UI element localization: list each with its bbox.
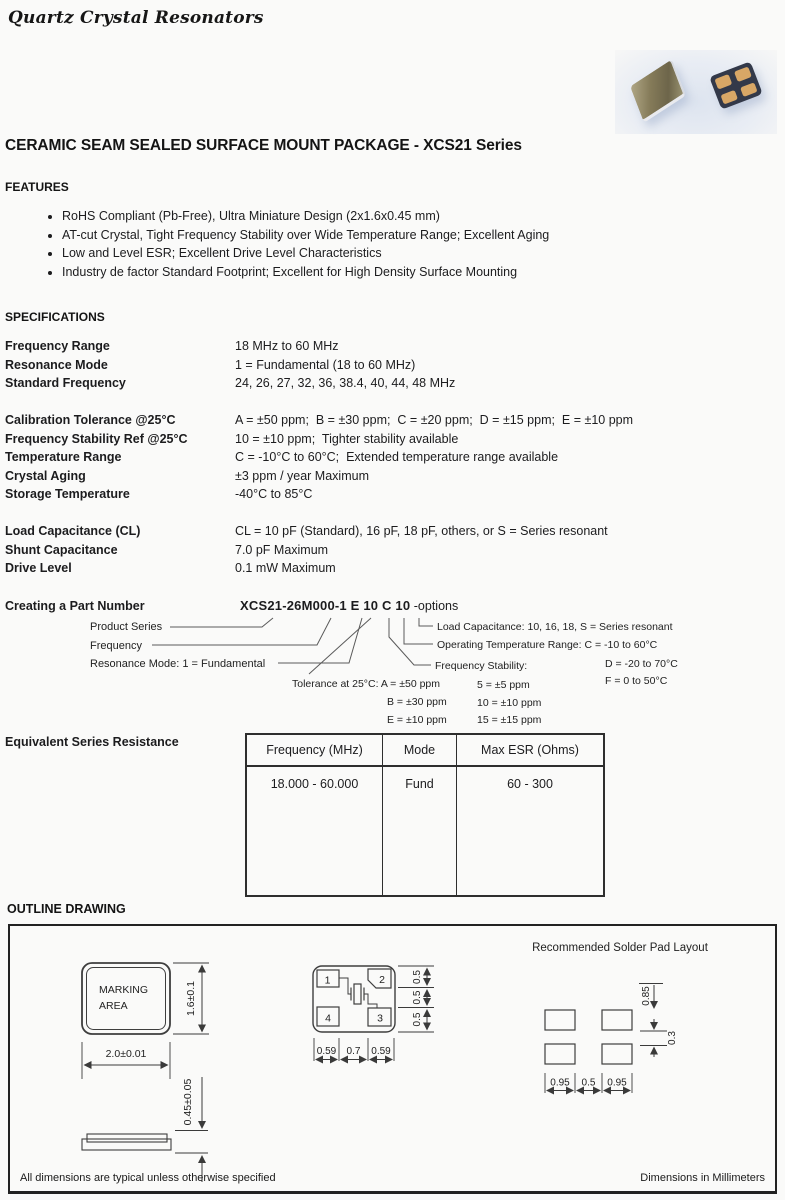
spec-row — [0, 522, 785, 541]
esr-col-max-esr: Max ESR (Ohms) — [481, 743, 579, 757]
spec-group-gap — [0, 504, 785, 523]
dim-height-label: 1.6±0.1 — [185, 981, 197, 1016]
pad-number-4: 4 — [325, 1012, 331, 1025]
gold-pad — [734, 66, 752, 81]
spec-row — [0, 559, 785, 578]
callout-resonance-mode: Resonance Mode: 1 = Fundamental — [90, 657, 266, 670]
esr-value-frequency: 18.000 - 60.000 — [247, 767, 383, 895]
feature-item: • AT-cut Crystal, Tight Frequency Stability over Wide Temperature Range; Excellent Aging — [62, 226, 785, 245]
dim-width-label: 2.0±0.01 — [105, 1048, 147, 1060]
marking-area-label-line1: MARKING — [99, 984, 149, 996]
callout-op-temp-f: F = 0 to 50°C — [605, 675, 668, 687]
spec-value: -40°C to 85°C — [235, 487, 313, 502]
solder-pad-layout-title: Recommended Solder Pad Layout — [532, 942, 708, 954]
dim-pad-width-1: 0.59 — [316, 1046, 337, 1057]
part-number-heading: Creating a Part Number — [5, 599, 145, 613]
feature-item: • Industry de factor Standard Footprint; Excellent for High Density Surface Mounting — [62, 263, 785, 282]
callout-operating-temp: Operating Temperature Range: C = -10 to 60°C — [437, 638, 658, 651]
product-photo-bottom-view — [709, 61, 763, 109]
dim-pad-pitch-3: 0.5 — [412, 1012, 423, 1027]
dim-pad-pitch-2: 0.5 — [412, 990, 423, 1005]
spec-row — [0, 448, 785, 467]
esr-value-mode: Fund — [383, 767, 457, 895]
callout-tolerance-e: E = ±10 ppm — [387, 713, 447, 726]
spec-value: CL = 10 pF (Standard), 16 pF, 18 pF, others, or S = Series resonant — [235, 524, 608, 539]
esr-value-max-esr: 60 - 300 — [507, 777, 553, 791]
spec-value: 7.0 pF Maximum — [235, 542, 329, 557]
page-title: CERAMIC SEAM SEALED SURFACE MOUNT PACKAGE - XCS21 Series — [5, 137, 522, 154]
gold-pad — [720, 89, 738, 104]
pad-number-2: 2 — [379, 974, 385, 986]
product-photos — [615, 50, 777, 134]
spec-label: Standard Frequency — [5, 376, 126, 391]
callout-tolerance-b: B = ±30 ppm — [387, 696, 447, 708]
spec-label: Frequency Range — [5, 339, 110, 354]
part-number-example — [240, 598, 458, 613]
callout-load-capacitance: Load Capacitance: 10, 16, 18, S = Series resonant — [437, 620, 673, 633]
spec-label: Shunt Capacitance — [5, 542, 118, 557]
spec-value: 1 = Fundamental (18 to 60 MHz) — [235, 357, 416, 372]
outline-drawing — [8, 924, 777, 1194]
spec-value: 24, 26, 27, 32, 36, 38.4, 40, 44, 48 MHz — [235, 376, 456, 391]
spec-group-gap — [0, 393, 785, 412]
gold-pad — [714, 74, 732, 89]
spec-label: Crystal Aging — [5, 468, 86, 483]
outline-drawing-heading: OUTLINE DRAWING — [7, 902, 126, 916]
feature-item: • Low and Level ESR; Excellent Drive Level Characteristics — [62, 244, 785, 263]
solder-pad-layout — [545, 1010, 632, 1064]
spec-value: 18 MHz to 60 MHz — [235, 339, 339, 354]
spec-label: Resonance Mode — [5, 357, 108, 372]
spec-label: Temperature Range — [5, 450, 122, 465]
specifications-heading: SPECIFICATIONS — [5, 310, 105, 324]
callout-stability-15: 15 = ±15 ppm — [477, 714, 542, 726]
dim-solder-03: 0.3 — [667, 1031, 678, 1045]
esr-section — [0, 731, 785, 903]
esr-heading: Equivalent Series Resistance — [5, 735, 179, 749]
part-number-diagram — [0, 597, 785, 737]
crystal-symbol — [339, 978, 377, 1008]
spec-row — [0, 411, 785, 430]
esr-table — [245, 733, 605, 897]
callout-product-series: Product Series — [90, 621, 163, 633]
spec-value: 10 = ±10 ppm; Tighter stability available — [235, 431, 459, 446]
callout-stability-5: 5 = ±5 ppm — [477, 679, 530, 691]
dim-pad-pitch-1: 0.5 — [412, 970, 423, 984]
spec-label: Load Capacitance (CL) — [5, 524, 141, 539]
feature-item: • RoHS Compliant (Pb-Free), Ultra Miniature Design (2x1.6x0.45 mm) — [62, 207, 785, 226]
callout-frequency-stability: Frequency Stability: — [435, 659, 528, 672]
outline-footer-note: All dimensions are typical unless otherwise specified — [20, 1172, 276, 1184]
callout-op-temp-d: D = -20 to 70°C — [605, 657, 678, 670]
spec-value: A = ±50 ppm; B = ±30 ppm; C = ±20 ppm; D = ±15 ppm; E = ±10 ppm — [235, 413, 634, 428]
spec-value: ±3 ppm / year Maximum — [235, 468, 369, 483]
dim-solder-width-3: 0.95 — [607, 1077, 627, 1089]
dim-pad-width-2: 0.7 — [346, 1046, 361, 1057]
spec-row — [0, 541, 785, 560]
part-number-options-suffix: -options — [410, 599, 459, 613]
spec-row — [0, 337, 785, 356]
esr-data-row — [247, 767, 603, 895]
product-photo-top-view — [630, 59, 686, 123]
spec-row — [0, 485, 785, 504]
spec-label: Frequency Stability Ref @25°C — [5, 431, 188, 446]
esr-col-mode: Mode — [383, 735, 457, 765]
package-side-view — [82, 1134, 171, 1150]
spec-label: Calibration Tolerance @25°C — [5, 413, 176, 428]
marking-area-label-line2: AREA — [99, 1000, 128, 1012]
spec-label: Storage Temperature — [5, 487, 130, 502]
dim-thickness-label: 0.45±0.05 — [182, 1078, 194, 1126]
specifications-list — [0, 337, 785, 578]
callout-frequency: Frequency — [90, 639, 142, 652]
outline-footer-units: Dimensions in Millimeters — [640, 1172, 765, 1184]
dim-pad-width-3: 0.59 — [371, 1046, 391, 1057]
features-list — [0, 207, 785, 281]
spec-value: 0.1 mW Maximum — [235, 561, 336, 576]
spec-row — [0, 356, 785, 375]
gold-pad — [740, 82, 758, 97]
spec-row — [0, 467, 785, 486]
esr-col-frequency: Frequency (MHz) — [247, 735, 383, 765]
pad-number-1: 1 — [324, 974, 331, 987]
callout-tolerance: Tolerance at 25°C: A = ±50 ppm — [292, 678, 441, 690]
dim-solder-width-1: 0.95 — [550, 1077, 570, 1089]
outline-drawing-graphics — [10, 926, 771, 1184]
features-heading: FEATURES — [5, 180, 69, 194]
callout-stability-10: 10 = ±10 ppm — [477, 696, 542, 709]
part-number-code: XCS21-26M000-1 E 10 C 10 — [240, 598, 411, 613]
spec-row — [0, 374, 785, 393]
dim-solder-085: 0.85 — [641, 986, 652, 1006]
brand-header: Quartz Crystal Resonators — [8, 8, 264, 28]
spec-row — [0, 430, 785, 449]
spec-label: Drive Level — [5, 561, 72, 576]
pad-number-3: 3 — [377, 1012, 383, 1025]
dim-solder-width-2: 0.5 — [581, 1077, 596, 1089]
package-top-view — [82, 963, 170, 1034]
esr-header-row — [247, 735, 603, 767]
spec-value: C = -10°C to 60°C; Extended temperature range available — [235, 450, 559, 465]
